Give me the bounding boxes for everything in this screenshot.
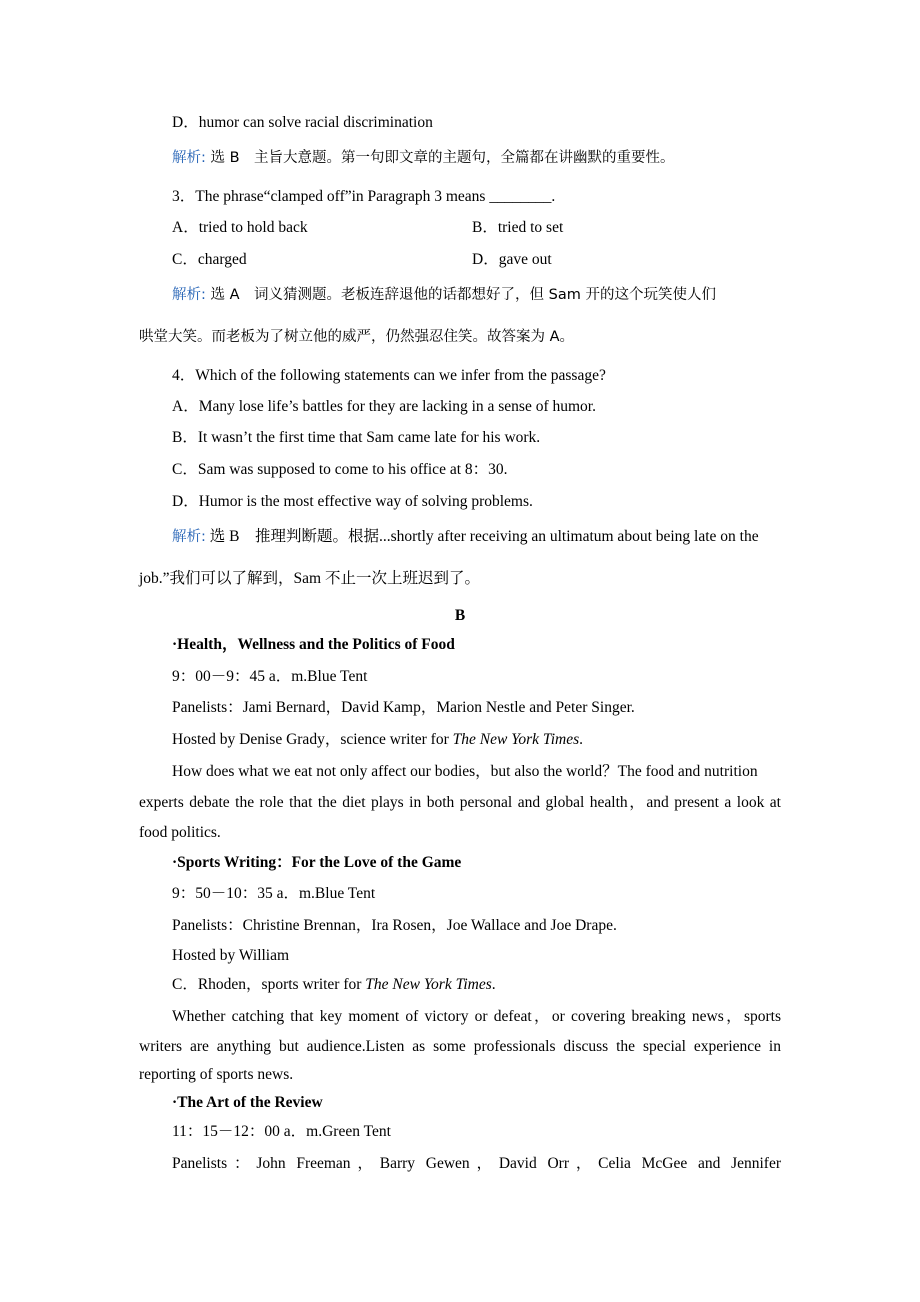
event1-host xyxy=(172,730,583,750)
q3-analysis xyxy=(172,285,716,305)
event1-desc-line1: How does what we eat not only affect our bodies，but also the world？The food and nutrition xyxy=(172,763,758,780)
analysis-label: 解析: xyxy=(172,150,206,166)
q4-option-b: B．It wasn’t the first time that Sam came late for his work. xyxy=(172,429,541,446)
analysis-label: 解析: xyxy=(172,287,206,303)
q2-analysis-text: 选 B 主旨大意题。第一句即文章的主题句，全篇都在讲幽默的重要性。 xyxy=(205,150,675,166)
q2-analysis xyxy=(172,148,675,168)
event1-host-end: . xyxy=(579,731,583,748)
section-heading-b: B xyxy=(454,607,466,624)
event1-host-prefix: Hosted by Denise Grady，science writer for xyxy=(172,731,453,748)
q4-option-a: A．Many lose life’s battles for they are lacking in a sense of humor. xyxy=(172,398,596,415)
event3-panelists: Panelists：John Freeman，Barry Gewen，David Orr，Celia McGee and Jennifer xyxy=(172,1155,781,1172)
event2-desc-line3: reporting of sports news. xyxy=(139,1066,294,1083)
q3-analysis-line1: 选 A 词义猜测题。老板连辞退他的话都想好了，但 Sam 开的这个玩笑使人们 xyxy=(205,287,716,303)
event2-title: ·Sports Writing：For the Love of the Game xyxy=(172,854,462,871)
event2-host xyxy=(172,975,496,995)
event2-host-line1: Hosted by William xyxy=(172,947,290,964)
analysis-label: 解析: xyxy=(172,529,206,545)
q4-analysis-line1: 选 B 推理判断题。根据...shortly after receiving an ultimatum about being late on the xyxy=(205,528,759,545)
q4-option-c: C．Sam was supposed to come to his office at 8：30. xyxy=(172,461,508,478)
q3-analysis-line2: 哄堂大笑。而老板为了树立他的威严，仍然强忍住笑。故答案为 A。 xyxy=(139,329,575,345)
q3-stem: 3．The phrase“clamped off”in Paragraph 3 means ________. xyxy=(172,188,556,205)
q4-option-d: D．Humor is the most effective way of solving problems. xyxy=(172,493,533,510)
q4-stem: 4．Which of the following statements can we infer from the passage? xyxy=(172,367,606,384)
q4-analysis xyxy=(172,527,759,547)
event2-panelists: Panelists：Christine Brennan，Ira Rosen，Joe Wallace and Joe Drape. xyxy=(172,917,617,934)
event2-host-end: . xyxy=(491,976,496,993)
event3-title: ·The Art of the Review xyxy=(172,1094,323,1111)
event1-desc-line2: experts debate the role that the diet plays in both personal and global health，and present a look at xyxy=(139,794,781,811)
event2-desc-line1: Whether catching that key moment of victory or defeat，or covering breaking news，sports xyxy=(172,1008,781,1025)
q4-analysis-line2: job.”我们可以了解到，Sam 不止一次上班迟到了。 xyxy=(139,570,480,587)
event1-title: ·Health，Wellness and the Politics of Food xyxy=(172,636,455,653)
q2-option-d: D．humor can solve racial discrimination xyxy=(172,114,433,131)
event2-host-prefix: C．Rhoden，sports writer for xyxy=(172,976,366,993)
event2-desc-line2: writers are anything but audience.Listen as some professionals discuss the special experience in xyxy=(139,1038,781,1055)
event2-host-publication: The New York Times xyxy=(365,976,492,993)
q3-option-b: B．tried to set xyxy=(472,219,564,236)
event3-time: 11：15－12：00 a．m.Green Tent xyxy=(172,1123,391,1140)
q3-option-d: D．gave out xyxy=(472,251,552,268)
event1-desc-line3: food politics. xyxy=(139,824,221,841)
event1-host-publication: The New York Times xyxy=(452,731,580,748)
event2-time: 9：50－10：35 a．m.Blue Tent xyxy=(172,885,376,902)
event1-panelists: Panelists：Jami Bernard，David Kamp，Marion Nestle and Peter Singer. xyxy=(172,699,635,716)
event1-time: 9：00－9：45 a．m.Blue Tent xyxy=(172,668,368,685)
q3-option-a: A．tried to hold back xyxy=(172,219,308,236)
q3-option-c: C．charged xyxy=(172,251,247,268)
